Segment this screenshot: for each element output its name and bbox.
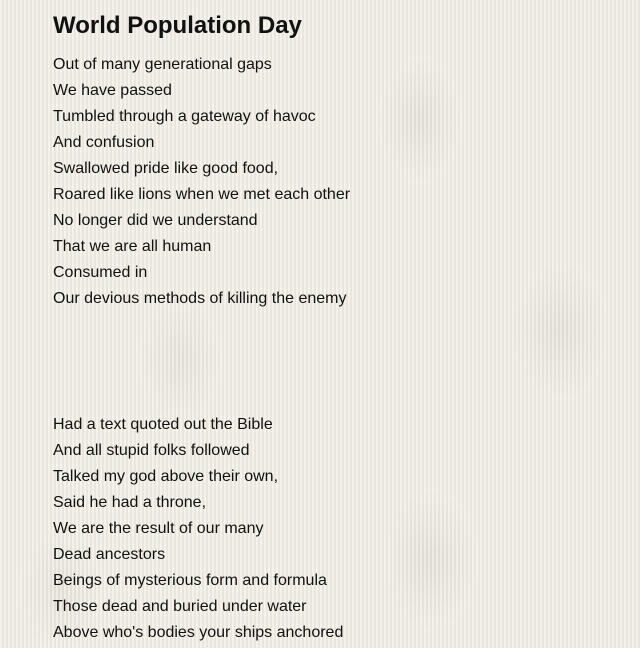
poem-line: Had a text quoted out the Bible [53,416,273,433]
poem-line: And all stupid folks followed [53,442,250,459]
poem-line: Out of many generational gaps [53,56,272,73]
poem-line: Beings of mysterious form and formula [53,572,327,589]
poem-line: No longer did we understand [53,212,258,229]
poem-line: We are the result of our many [53,520,264,537]
poem-line: Dead ancestors [53,546,166,563]
poem-line: Consumed in [53,264,148,281]
poem-line: Tumbled through a gateway of havoc [53,108,316,125]
poem-line: That we are all human [53,238,212,255]
poem-line: Said he had a throne, [53,494,207,511]
stanza-spacer [53,312,623,412]
poem-line: Our devious methods of killing the enemy [53,290,347,307]
poem-line: Talked my god above their own, [53,468,279,485]
poem-line: And confusion [53,134,155,151]
poem-line: Those dead and buried under water [53,598,307,615]
poem-line: Above who's bodies your ships anchored [53,624,344,641]
stanza-1 [53,52,623,312]
poem-line: Roared like lions when we met each other [53,186,351,203]
stanza-2 [53,412,623,646]
poem-title: World Population Day [53,12,302,39]
poem-page [53,10,623,646]
poem-line: We have passed [53,82,172,99]
poem-line: Swallowed pride like good food, [53,160,279,177]
